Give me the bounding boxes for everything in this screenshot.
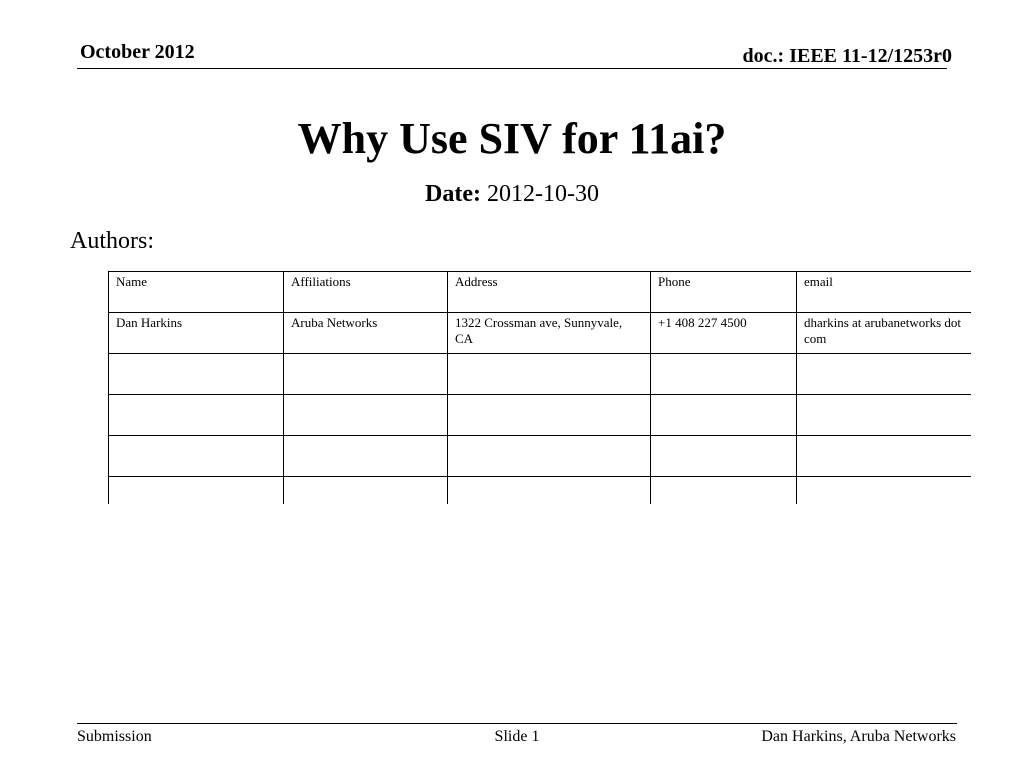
table-cell (448, 436, 651, 477)
table-cell (284, 477, 448, 505)
table-cell (651, 436, 797, 477)
table-cell: 1322 Crossman ave, Sunnyvale, CA (448, 313, 651, 354)
table-cell: Aruba Networks (284, 313, 448, 354)
table-cell (448, 354, 651, 395)
table-row (109, 354, 972, 395)
table-cell (109, 395, 284, 436)
header-cell-phone: Phone (651, 272, 797, 313)
table-cell: Dan Harkins (109, 313, 284, 354)
header-cell-name: Name (109, 272, 284, 313)
table-cell (284, 436, 448, 477)
footer-slide-number: Slide 1 (494, 728, 540, 745)
table-cell (109, 477, 284, 505)
header-cell-affiliations: Affiliations (284, 272, 448, 313)
header-cell-address: Address (448, 272, 651, 313)
authors-table-container (108, 271, 971, 504)
table-cell (284, 354, 448, 395)
authors-table (108, 271, 971, 504)
table-cell (109, 436, 284, 477)
header-divider (77, 68, 947, 69)
table-cell (651, 395, 797, 436)
table-cell (651, 354, 797, 395)
table-cell (448, 477, 651, 505)
footer-author: Dan Harkins, Aruba Networks (761, 728, 956, 745)
date-label: Date: (425, 181, 481, 207)
table-row (109, 313, 972, 354)
table-cell (651, 477, 797, 505)
table-cell (448, 395, 651, 436)
table-header-row (109, 272, 972, 313)
table-cell: dharkins at arubanetworks dot com (797, 313, 972, 354)
table-row (109, 395, 972, 436)
authors-heading: Authors: (70, 228, 154, 254)
header-doc-id: doc.: IEEE 11-12/1253r0 (742, 45, 952, 67)
table-cell (797, 354, 972, 395)
table-cell (797, 436, 972, 477)
table-cell (797, 395, 972, 436)
table-row (109, 436, 972, 477)
table-cell: +1 408 227 4500 (651, 313, 797, 354)
date-value: 2012-10-30 (486, 181, 599, 207)
footer-divider (77, 723, 957, 724)
slide-date (0, 179, 1024, 209)
table-cell (109, 354, 284, 395)
table-cell (284, 395, 448, 436)
header-date: October 2012 (80, 41, 195, 63)
table-cell (797, 477, 972, 505)
footer-submission: Submission (77, 728, 152, 745)
slide-title: Why Use SIV for 11ai? (297, 114, 727, 163)
table-row (109, 477, 972, 505)
header-cell-email: email (797, 272, 972, 313)
